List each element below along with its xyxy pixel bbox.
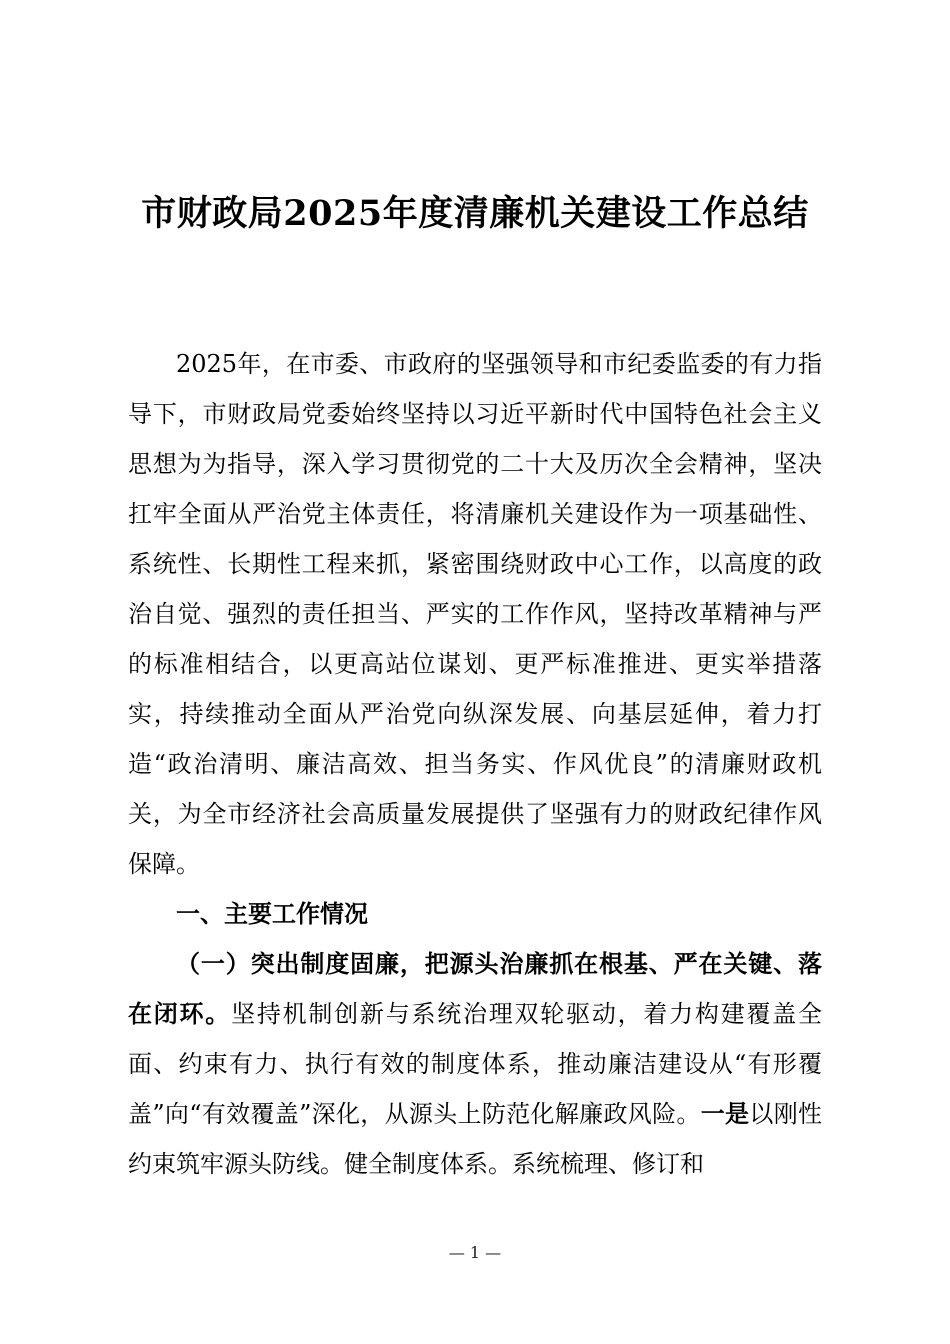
document-body — [128, 339, 822, 1189]
point-label: 一是 — [700, 1099, 750, 1128]
section-heading: 一、主要工作情况 — [176, 899, 368, 928]
point-body: 以刚性约束筑牢源头防线。健全制度体系。系统梳理、修订和 — [128, 1100, 823, 1178]
subsection-lead: （一）突出制度固廉，把源头治廉抓在根基、严在关键、落在闭环。 — [128, 949, 822, 1028]
document-title: 市财政局2025年度清廉机关建设工作总结 — [141, 193, 809, 234]
subsection-paragraph — [128, 939, 822, 1189]
subsection-body: 坚持机制创新与系统治理双轮驱动，着力构建覆盖全面、约束有力、执行有效的制度体系，推动廉洁建设从“有形覆盖”向“有效覆盖”深化，从源头上防范化解廉政风险。 — [128, 1000, 822, 1128]
intro-paragraph: 2025年，在市委、市政府的坚强领导和市纪委监委的有力指导下，市财政局党委始终坚持以习近平新时代中国特色社会主义思想为为指导，深入学习贯彻党的二十大及历次全会精神，坚决扛牢全面从严治党主体责任，将清廉机关建设作为一项基础性、系统性、长期性工程来抓，紧密围绕财政中心工作，以高度的政治自觉、强烈的责任担当、严实的工作作风，坚持改革精神与严的标准相结合，以更高站位谋划、更严标准推进、更实举措落实，持续推动全面从严治党向纵深发展、向基层延伸，着力打造“政治清明、廉洁高效、担当务实、作风优良”的清廉财政机关，为全市经济社会高质量发展提供了坚强有力的财政纪律作风保障。 — [128, 350, 822, 878]
page-number: — 1 — — [448, 1243, 502, 1262]
